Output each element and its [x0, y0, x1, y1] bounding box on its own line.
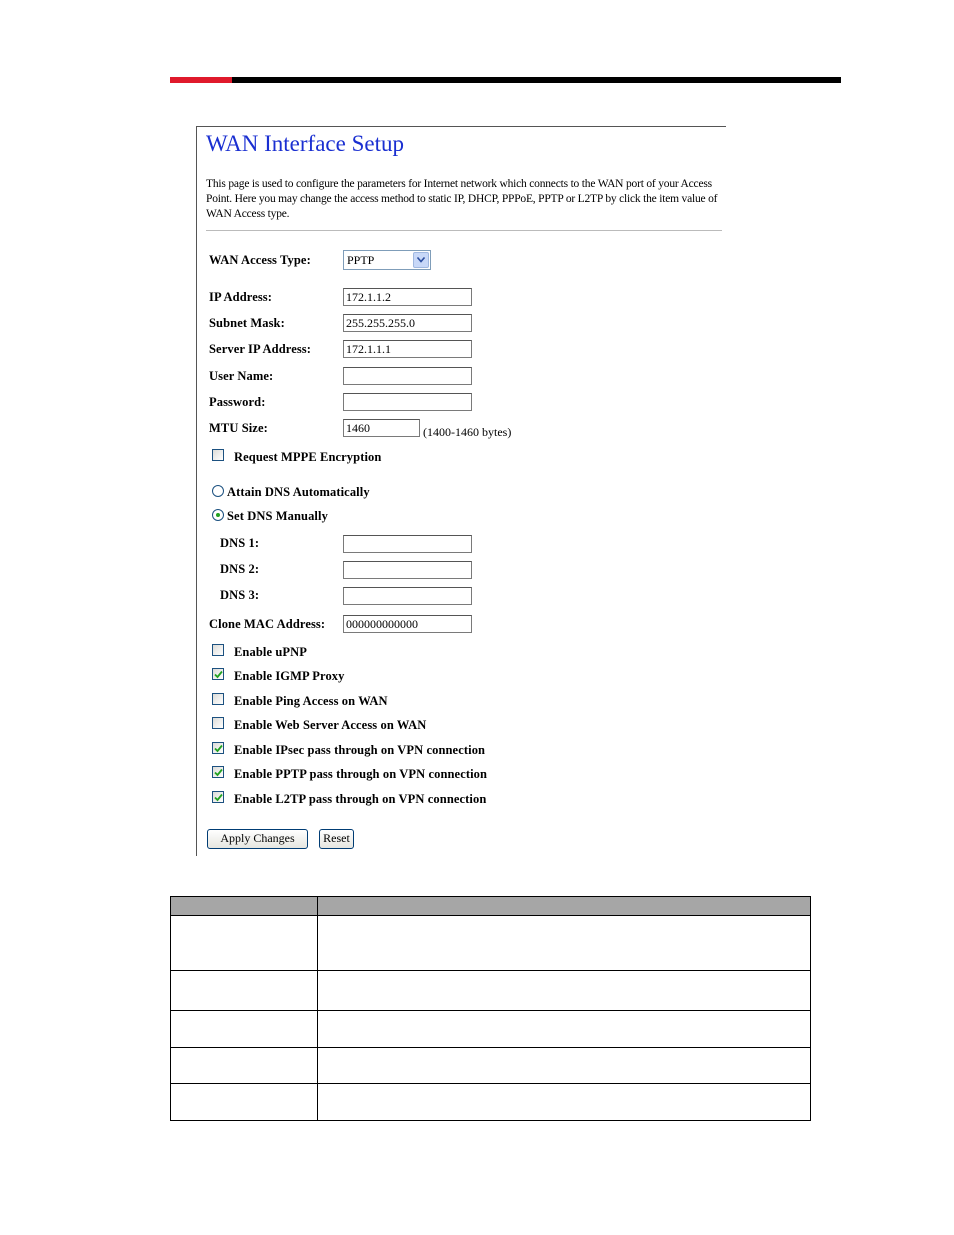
option-checkbox[interactable]	[212, 644, 224, 656]
table-cell	[171, 1048, 318, 1084]
clone-mac-input[interactable]: 000000000000	[343, 615, 472, 633]
table-cell	[171, 916, 318, 971]
user-name-input[interactable]	[343, 367, 472, 385]
ip-address-label: IP Address:	[209, 290, 273, 304]
table-row	[171, 916, 811, 971]
table-cell	[318, 1084, 811, 1121]
table-row	[171, 1048, 811, 1084]
table-row	[171, 971, 811, 1011]
page-title: WAN Interface Setup	[206, 131, 404, 156]
table-header-cell	[171, 897, 318, 916]
reset-button[interactable]: Reset	[319, 829, 354, 849]
divider	[206, 230, 722, 231]
table-row	[171, 1011, 811, 1048]
option-label: Enable uPNP	[234, 645, 307, 659]
table-cell	[318, 971, 811, 1011]
option-label: Enable Web Server Access on WAN	[234, 718, 427, 732]
dns2-input[interactable]	[343, 561, 472, 579]
dns-manual-radio[interactable]	[212, 509, 224, 521]
checkmark-icon	[214, 744, 223, 753]
table-header-cell	[318, 897, 811, 916]
password-input[interactable]	[343, 393, 472, 411]
checkmark-icon	[214, 768, 223, 777]
option-checkbox[interactable]	[212, 766, 224, 778]
checkmark-icon	[214, 793, 223, 802]
table-cell	[318, 1011, 811, 1048]
mtu-size-label: MTU Size:	[209, 421, 268, 435]
table-cell	[171, 1011, 318, 1048]
header-rule	[170, 77, 841, 83]
option-checkbox[interactable]	[212, 693, 224, 705]
user-name-label: User Name:	[209, 369, 274, 383]
dns-auto-radio[interactable]	[212, 485, 224, 497]
dns-auto-label: Attain DNS Automatically	[227, 485, 370, 499]
table-cell	[171, 971, 318, 1011]
table-cell	[171, 1084, 318, 1121]
apply-changes-button[interactable]: Apply Changes	[207, 829, 308, 849]
option-label: Enable IPsec pass through on VPN connection	[234, 743, 486, 757]
checkmark-icon	[214, 670, 223, 679]
option-checkbox[interactable]	[212, 668, 224, 680]
dns1-label: DNS 1:	[220, 536, 260, 550]
ip-address-input[interactable]: 172.1.1.2	[343, 288, 472, 306]
server-ip-label: Server IP Address:	[209, 342, 312, 356]
wan-access-type-value: PPTP	[347, 253, 375, 267]
mtu-size-hint: (1400-1460 bytes)	[423, 425, 512, 439]
table-row	[171, 1084, 811, 1121]
dns-manual-label: Set DNS Manually	[227, 509, 328, 523]
dns2-label: DNS 2:	[220, 562, 260, 576]
clone-mac-label: Clone MAC Address:	[209, 617, 326, 631]
option-checkbox[interactable]	[212, 717, 224, 729]
description-table	[170, 896, 811, 1121]
option-label: Enable Ping Access on WAN	[234, 694, 388, 708]
mppe-label: Request MPPE Encryption	[234, 450, 382, 464]
header-accent	[170, 77, 232, 83]
option-checkbox[interactable]	[212, 742, 224, 754]
dns1-input[interactable]	[343, 535, 472, 553]
chevron-down-icon[interactable]	[413, 252, 429, 268]
mppe-checkbox[interactable]	[212, 449, 224, 461]
table-cell	[318, 916, 811, 971]
server-ip-input[interactable]: 172.1.1.1	[343, 340, 472, 358]
password-label: Password:	[209, 395, 266, 409]
dns3-label: DNS 3:	[220, 588, 260, 602]
radio-selected-dot	[216, 513, 220, 517]
option-label: Enable PPTP pass through on VPN connection	[234, 767, 488, 781]
option-label: Enable L2TP pass through on VPN connection	[234, 792, 487, 806]
option-label: Enable IGMP Proxy	[234, 669, 345, 683]
dns3-input[interactable]	[343, 587, 472, 605]
table-cell	[318, 1048, 811, 1084]
wan-access-type-label: WAN Access Type:	[209, 253, 311, 267]
page-description: This page is used to configure the parameters for Internet network which connects to the WAN port of your Access Point. Here you may change the access method to static IP, DHCP, PPPoE, PPTP or L2TP by click the item value of WAN Access type.	[206, 178, 718, 220]
subnet-mask-label: Subnet Mask:	[209, 316, 285, 330]
table-header-row	[171, 897, 811, 916]
option-checkbox[interactable]	[212, 791, 224, 803]
mtu-size-input[interactable]: 1460	[343, 419, 420, 437]
subnet-mask-input[interactable]: 255.255.255.0	[343, 314, 472, 332]
wan-setup-panel	[196, 126, 726, 856]
wan-access-type-select[interactable]	[343, 250, 431, 270]
